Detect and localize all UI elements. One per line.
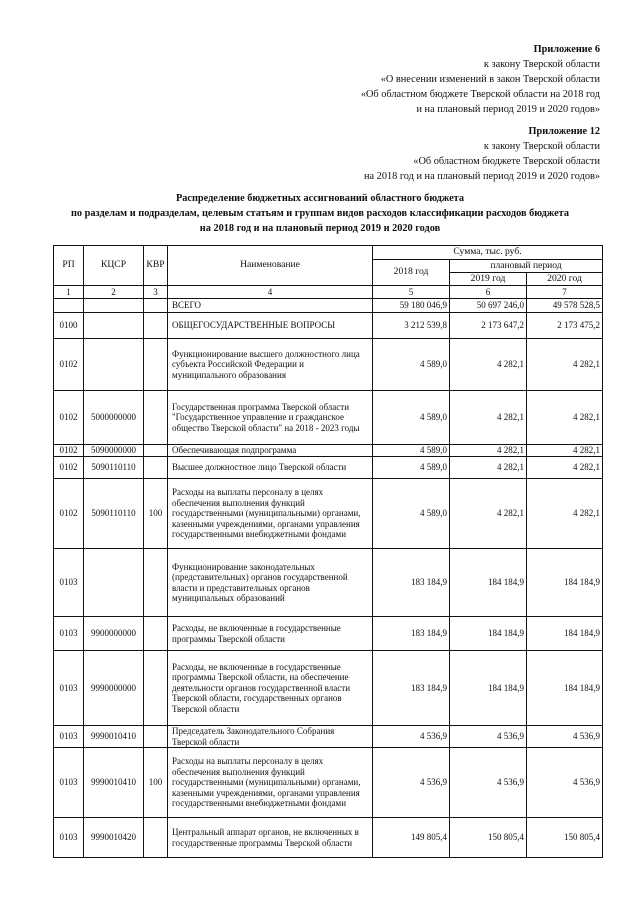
amount-2018-cell: 4 589,0 [373,479,450,549]
rp-cell: 0102 [54,391,84,445]
header-kcsr: КЦСР [84,246,144,286]
column-number: 2 [84,286,144,299]
name-cell: Расходы, не включенные в государственные программы Тверской области, на обеспечение деятельности органов государственной власти Тверской области, государственных органов Тверской области [168,651,373,726]
kvr-cell: 100 [144,479,168,549]
amount-2020-cell: 4 282,1 [527,457,603,479]
amount-2020-cell: 4 282,1 [527,391,603,445]
annex-6-heading: Приложение 6 [533,44,600,55]
amount-2020-cell: 4 282,1 [527,339,603,391]
amount-2020-cell: 184 184,9 [527,549,603,617]
column-number: 7 [527,286,603,299]
table-row [54,617,603,651]
table-body [54,299,603,858]
name-cell: Расходы на выплаты персоналу в целях обеспечения выполнения функций государственными (муниципальными) органами, казенными учреждениями, органами управления государственными внебюджетными фондами [168,479,373,549]
amount-2019-cell: 4 282,1 [450,457,527,479]
rp-cell: 0103 [54,726,84,748]
header-name: Наименование [168,246,373,286]
column-number: 4 [168,286,373,299]
kvr-cell [144,818,168,858]
name-cell: Государственная программа Тверской области "Государственное управление и гражданское общество Тверской области" на 2018 - 2023 годы [168,391,373,445]
annex-12-line: «Об областном бюджете Тверской области [413,156,600,167]
amount-2019-cell: 2 173 647,2 [450,313,527,339]
table-row [54,726,603,748]
column-number: 3 [144,286,168,299]
title-line: на 2018 год и на плановый период 2019 и 2020 годов [199,223,441,234]
kvr-cell [144,339,168,391]
amount-2018-cell: 4 589,0 [373,457,450,479]
annex-6-line: и на плановый период 2019 и 2020 годов» [416,104,600,115]
amount-2018-cell: 3 212 539,8 [373,313,450,339]
name-cell: Председатель Законодательного Собрания Тверской области [168,726,373,748]
kcsr-cell: 5090110110 [84,457,144,479]
annex-12-line: на 2018 год и на плановый период 2019 и 2020 годов» [364,171,600,182]
annex-12-line: к закону Тверской области [483,141,600,152]
budget-table [53,245,603,858]
kvr-cell: 100 [144,748,168,818]
table-row [54,445,603,457]
kvr-cell [144,391,168,445]
kcsr-cell: 5000000000 [84,391,144,445]
amount-2020-cell: 184 184,9 [527,651,603,726]
kvr-cell [144,445,168,457]
rp-cell: 0103 [54,818,84,858]
kcsr-cell: 9990000000 [84,651,144,726]
rp-cell: 0103 [54,549,84,617]
column-number-row [54,286,603,299]
header-2019: 2019 год [450,273,527,286]
amount-2020-cell: 150 805,4 [527,818,603,858]
rp-cell [54,299,84,313]
amount-2019-cell: 4 536,9 [450,726,527,748]
name-cell: Расходы, не включенные в государственные программы Тверской области [168,617,373,651]
amount-2020-cell: 4 536,9 [527,726,603,748]
header-2020: 2020 год [527,273,603,286]
amount-2018-cell: 4 536,9 [373,748,450,818]
amount-2018-cell: 4 589,0 [373,445,450,457]
annex-6-line: «О внесении изменений в закон Тверской области [380,74,600,85]
table-row [54,299,603,313]
amount-2018-cell: 183 184,9 [373,549,450,617]
amount-2019-cell: 184 184,9 [450,617,527,651]
kvr-cell [144,299,168,313]
kcsr-cell [84,313,144,339]
header-sum: Сумма, тыс. руб. [373,246,603,260]
table-row [54,479,603,549]
amount-2019-cell: 4 282,1 [450,445,527,457]
table-row [54,457,603,479]
amount-2020-cell: 4 282,1 [527,445,603,457]
kcsr-cell [84,299,144,313]
name-cell: Функционирование высшего должностного лица субъекта Российской Федерации и муниципального образования [168,339,373,391]
kcsr-cell: 5090110110 [84,479,144,549]
amount-2020-cell: 4 536,9 [527,748,603,818]
amount-2018-cell: 4 589,0 [373,391,450,445]
kvr-cell [144,617,168,651]
kvr-cell [144,651,168,726]
kcsr-cell: 9900000000 [84,617,144,651]
table-row [54,313,603,339]
name-cell: Центральный аппарат органов, не включенных в государственные программы Тверской области [168,818,373,858]
amount-2020-cell: 49 578 528,5 [527,299,603,313]
header-kvr: КВР [144,246,168,286]
annex-6-line: к закону Тверской области [483,59,600,70]
name-cell: Функционирование законодательных (представительных) органов государственной власти и представительных органов муниципальных образований [168,549,373,617]
amount-2019-cell: 184 184,9 [450,651,527,726]
amount-2019-cell: 4 282,1 [450,339,527,391]
document-title [0,191,640,236]
amount-2018-cell: 4 536,9 [373,726,450,748]
header-rp: РП [54,246,84,286]
amount-2019-cell: 50 697 246,0 [450,299,527,313]
amount-2018-cell: 4 589,0 [373,339,450,391]
name-cell: ВСЕГО [168,299,373,313]
name-cell: ОБЩЕГОСУДАРСТВЕННЫЕ ВОПРОСЫ [168,313,373,339]
kcsr-cell: 9990010420 [84,818,144,858]
kcsr-cell [84,339,144,391]
annex-6-block [361,42,600,117]
table-row [54,549,603,617]
rp-cell: 0102 [54,339,84,391]
header-planned-period: плановый период [450,260,603,273]
kvr-cell [144,457,168,479]
kcsr-cell: 9990010410 [84,726,144,748]
column-number: 6 [450,286,527,299]
annex-6-line: «Об областном бюджете Тверской области на 2018 год [360,89,600,100]
table-row [54,339,603,391]
table-row [54,391,603,445]
amount-2019-cell: 4 536,9 [450,748,527,818]
amount-2019-cell: 4 282,1 [450,391,527,445]
rp-cell: 0103 [54,651,84,726]
table-row [54,818,603,858]
annex-12-block [364,124,600,184]
kcsr-cell: 9990010410 [84,748,144,818]
amount-2019-cell: 4 282,1 [450,479,527,549]
amount-2018-cell: 183 184,9 [373,617,450,651]
column-number: 1 [54,286,84,299]
header-2018: 2018 год [373,260,450,286]
rp-cell: 0102 [54,457,84,479]
amount-2020-cell: 4 282,1 [527,479,603,549]
rp-cell: 0102 [54,445,84,457]
kvr-cell [144,313,168,339]
kvr-cell [144,549,168,617]
name-cell: Расходы на выплаты персоналу в целях обеспечения выполнения функций государственными (муниципальными) органами, казенными учреждениями, органами управления государственными внебюджетными фондами [168,748,373,818]
amount-2020-cell: 2 173 475,2 [527,313,603,339]
amount-2019-cell: 184 184,9 [450,549,527,617]
kcsr-cell: 5090000000 [84,445,144,457]
amount-2018-cell: 149 805,4 [373,818,450,858]
rp-cell: 0103 [54,617,84,651]
amount-2019-cell: 150 805,4 [450,818,527,858]
rp-cell: 0100 [54,313,84,339]
table-row [54,651,603,726]
kcsr-cell [84,549,144,617]
annex-12-heading: Приложение 12 [528,126,600,137]
rp-cell: 0102 [54,479,84,549]
table-row [54,748,603,818]
amount-2018-cell: 59 180 046,9 [373,299,450,313]
column-number: 5 [373,286,450,299]
title-line: Распределение бюджетных ассигнований областного бюджета [175,193,465,204]
title-line: по разделам и подразделам, целевым статьям и группам видов расходов классификации расходов бюджета [70,208,570,219]
amount-2018-cell: 183 184,9 [373,651,450,726]
rp-cell: 0103 [54,748,84,818]
kvr-cell [144,726,168,748]
amount-2020-cell: 184 184,9 [527,617,603,651]
name-cell: Высшее должностное лицо Тверской области [168,457,373,479]
name-cell: Обеспечивающая подпрограмма [168,445,373,457]
